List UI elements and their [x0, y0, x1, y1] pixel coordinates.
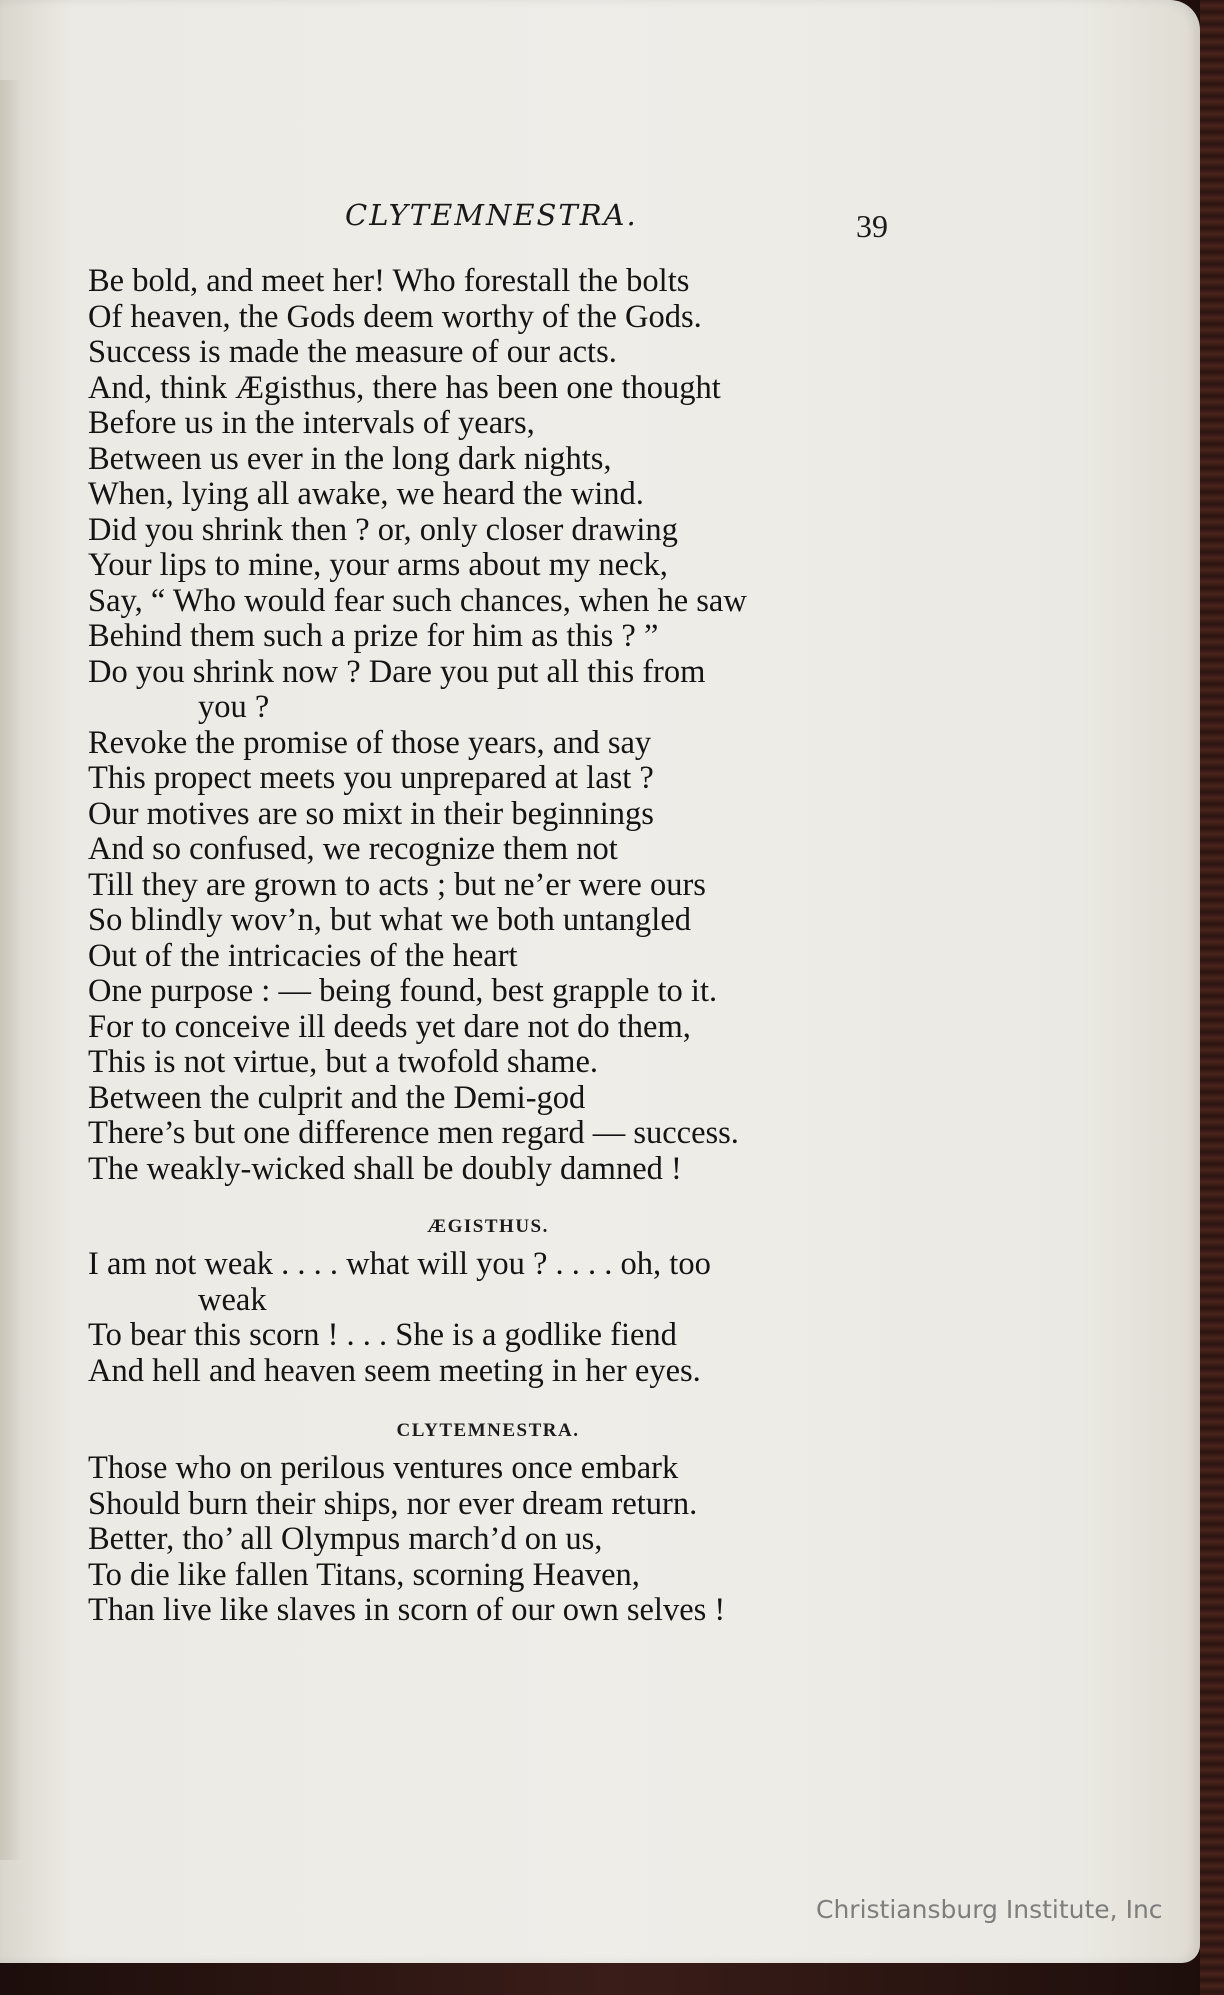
stanza-1 — [88, 264, 908, 1187]
verse-line: Better, tho’ all Olympus march’d on us, — [88, 1521, 603, 1557]
verse-line: Say, “ Who would fear such chances, when he saw — [88, 582, 747, 619]
verse-line: This is not virtue, but a twofold shame. — [88, 1044, 599, 1080]
stanza-3 — [88, 1451, 908, 1629]
verse-line: And, think Ægisthus, there has been one thought — [88, 369, 721, 406]
verse-line-continuation: weak — [198, 1281, 267, 1318]
verse-line: Those who on perilous ventures once embark — [88, 1450, 679, 1486]
verse-line: Before us in the intervals of years, — [88, 405, 535, 441]
stanza-2 — [88, 1247, 908, 1389]
verse-line: Success is made the measure of our acts. — [88, 334, 617, 370]
verse-line: Do you shrink now ? Dare you put all this from — [88, 653, 706, 690]
verse-line: Between the culprit and the Demi-god — [88, 1079, 586, 1116]
book-edge — [1200, 0, 1224, 1995]
verse-line: And so confused, we recognize them not — [88, 831, 618, 867]
verse-line: Behind them such a prize for him as this ? ” — [88, 618, 659, 654]
verse-line: I am not weak . . . . what will you ? . . . . oh, too — [88, 1246, 711, 1282]
gutter-shadow — [0, 80, 22, 1860]
page-number: 39 — [856, 208, 888, 244]
poem-text — [88, 264, 908, 1629]
verse-line: Revoke the promise of those years, and say — [88, 724, 652, 761]
verse-line: When, lying all awake, we heard the wind. — [88, 476, 644, 512]
verse-line-continuation: you ? — [198, 689, 270, 725]
verse-line: One purpose : — being found, best grapple to it. — [88, 973, 718, 1009]
verse-line: Did you shrink then ? or, only closer drawing — [88, 511, 678, 548]
verse-line: Your lips to mine, your arms about my neck, — [88, 547, 668, 583]
verse-line: Should burn their ships, nor ever dream return. — [88, 1485, 698, 1522]
watermark: Christiansburg Institute, Inc — [816, 1895, 1163, 1924]
verse-line: So blindly wov’n, but what we both untangled — [88, 902, 691, 938]
speaker-heading: ÆGISTHUS. — [427, 1216, 549, 1237]
verse-line: Till they are grown to acts ; but ne’er were ours — [88, 866, 706, 903]
verse-line: To die like fallen Titans, scorning Heaven, — [88, 1556, 640, 1593]
verse-line: There’s but one difference men regard — success. — [88, 1115, 739, 1151]
verse-line: Be bold, and meet her! Who forestall the bolts — [88, 263, 690, 299]
verse-line: Our motives are so mixt in their beginnings — [88, 795, 654, 832]
verse-line: Of heaven, the Gods deem worthy of the Gods. — [88, 298, 702, 335]
page-header — [0, 190, 1200, 244]
verse-line: The weakly-wicked shall be doubly damned ! — [88, 1150, 682, 1187]
running-head: CLYTEMNESTRA. — [345, 198, 638, 232]
speaker-heading: CLYTEMNESTRA. — [396, 1420, 580, 1441]
verse-line: Between us ever in the long dark nights, — [88, 440, 612, 477]
verse-line: This propect meets you unprepared at last ? — [88, 760, 654, 796]
verse-line: Out of the intricacies of the heart — [88, 937, 518, 974]
verse-line: Than live like slaves in scorn of our own selves ! — [88, 1592, 726, 1628]
verse-line: For to conceive ill deeds yet dare not do them, — [88, 1008, 691, 1045]
verse-line: And hell and heaven seem meeting in her eyes. — [88, 1352, 701, 1389]
verse-line: To bear this scorn ! . . . She is a godlike fiend — [88, 1317, 677, 1353]
